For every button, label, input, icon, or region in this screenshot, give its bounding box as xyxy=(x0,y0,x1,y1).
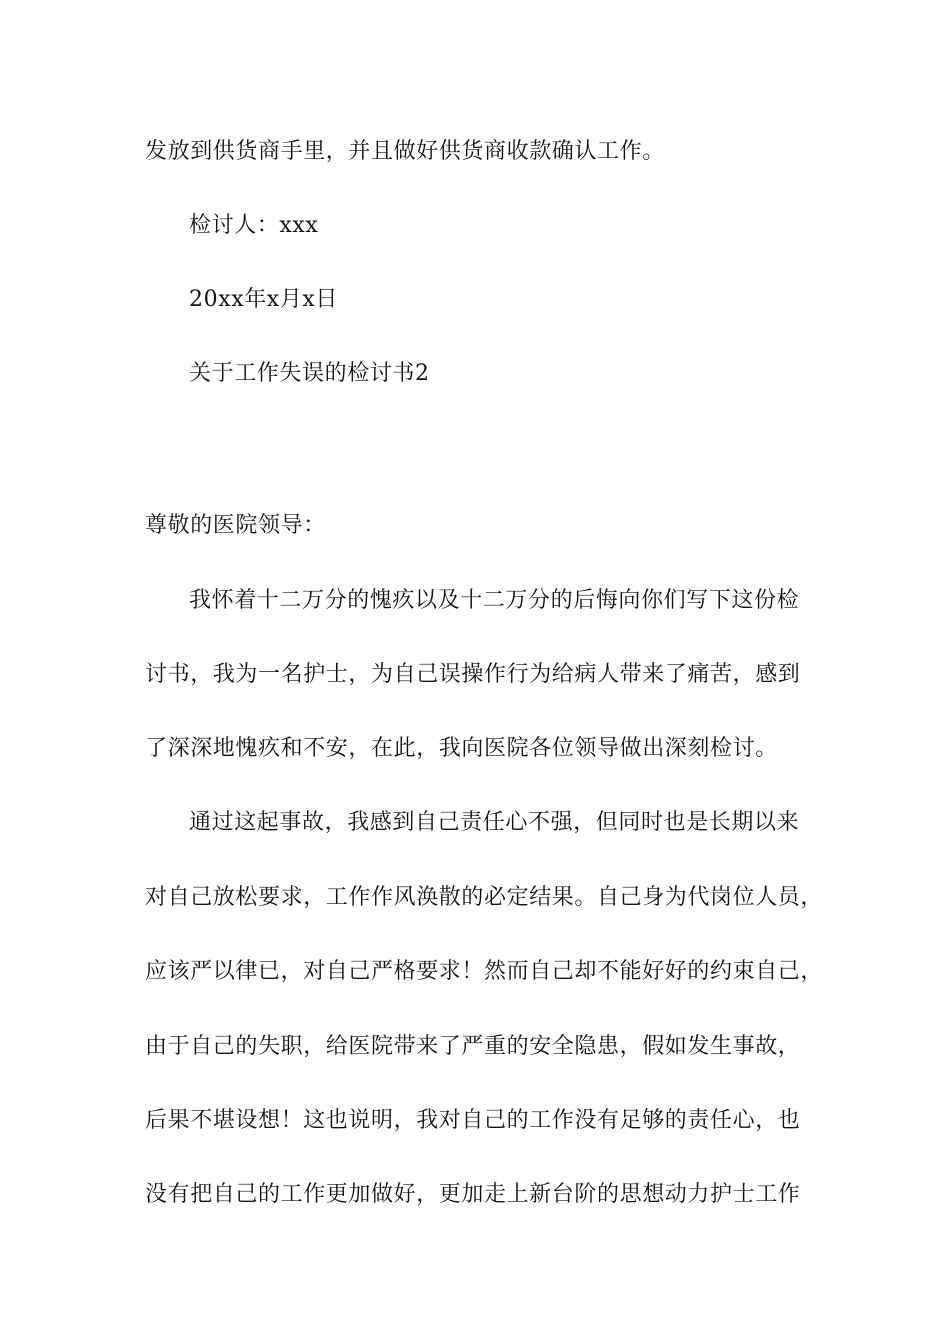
paragraph-line: 对自己放松要求，工作作风涣散的必定结果。自己身为代岗位人员， xyxy=(145,885,824,910)
signature-line: 检讨人：xxx xyxy=(189,213,319,238)
paragraph-line: 发放到供货商手里，并且做好供货商收款确认工作。 xyxy=(145,139,665,164)
paragraph-line: 没有把自己的工作更加做好，更加走上新台阶的思想动力护士工作 xyxy=(145,1182,801,1207)
paragraph-line: 了深深地愧疚和不安，在此，我向医院各位领导做出深刻检讨。 xyxy=(145,736,778,761)
paragraph-line: 我怀着十二万分的愧疚以及十二万分的后悔向你们写下这份检 xyxy=(189,588,800,613)
paragraph-line: 讨书，我为一名护士，为自己误操作行为给病人带来了痛苦，感到 xyxy=(145,662,801,687)
salutation: 尊敬的医院领导： xyxy=(145,513,326,538)
paragraph-line: 后果不堪设想！这也说明，我对自己的工作没有足够的责任心，也 xyxy=(145,1108,801,1133)
paragraph-line: 通过这起事故，我感到自己责任心不强，但同时也是长期以来 xyxy=(189,810,800,835)
paragraph-line: 由于自己的失职，给医院带来了严重的安全隐患，假如发生事故， xyxy=(145,1034,801,1059)
section-title: 关于工作失误的检讨书2 xyxy=(189,361,430,386)
paragraph-line: 应该严以律已，对自己严格要求！然而自己却不能好好的约束自己， xyxy=(145,959,824,984)
date-line: 20xx年x月x日 xyxy=(189,287,339,312)
